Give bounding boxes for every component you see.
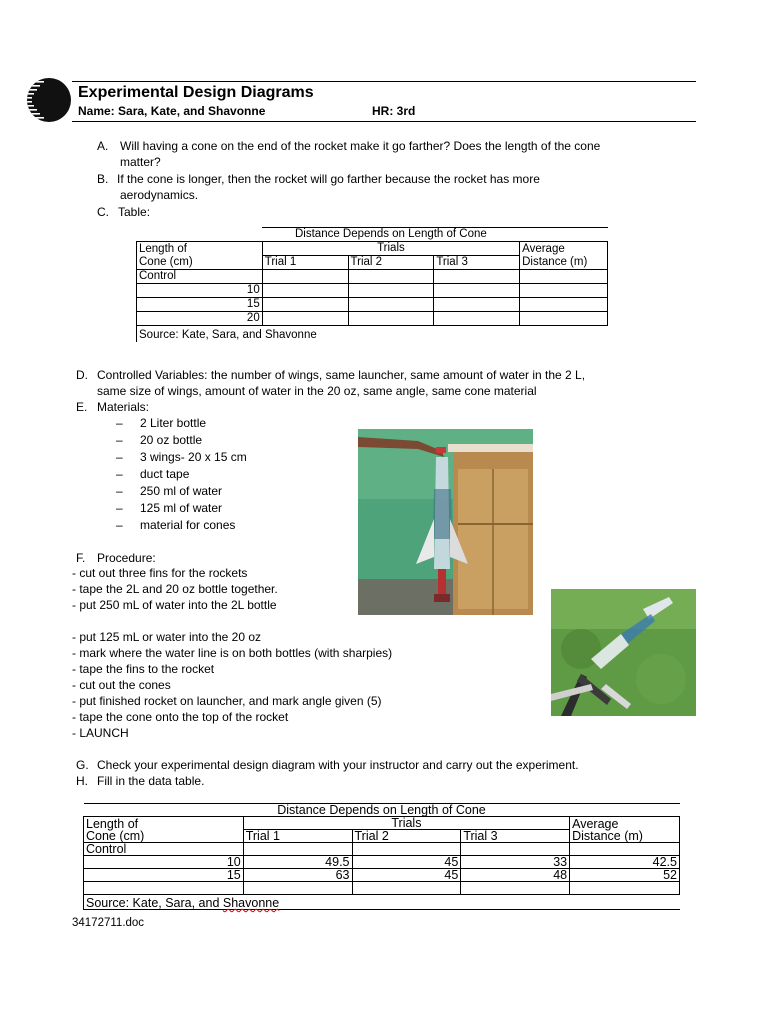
- header-trial-1: Trial 1: [243, 830, 352, 843]
- section-a-question-cont: matter?: [120, 155, 161, 169]
- procedure-step: - tape the fins to the rocket: [72, 662, 215, 676]
- procedure-step: - cut out the cones: [72, 678, 171, 692]
- header-distance-m: Distance (m): [570, 830, 680, 843]
- materials-list: – 2 Liter bottle – 20 oz bottle – 3 wings- 20 x 15 cm – duct tape – 250 ml of water – 125 ml of water – material for cones: [116, 416, 247, 532]
- table-row: [84, 843, 680, 856]
- header-trial-2: Trial 2: [352, 830, 461, 843]
- section-e-label: E.: [76, 400, 88, 414]
- header-trial-3: Trial 3: [461, 830, 570, 843]
- document-logo-icon: [26, 77, 72, 123]
- table-row: [137, 284, 608, 298]
- table-title: Distance Depends on Length of Cone: [262, 228, 519, 242]
- table-row: [137, 270, 608, 284]
- section-b-label: B.: [97, 172, 109, 186]
- header-average: Average: [570, 817, 680, 830]
- table-title: Distance Depends on Length of Cone: [84, 804, 680, 817]
- table-row: [137, 298, 608, 312]
- filled-data-table: [83, 803, 680, 910]
- header-trials: Trials: [262, 242, 519, 256]
- procedure-step: - tape the cone onto the top of the rocket: [72, 710, 289, 724]
- cell-trial-1: 63: [243, 869, 352, 882]
- homeroom-label: HR: 3rd: [372, 104, 416, 118]
- section-c-title: Table:: [118, 205, 151, 219]
- cell-trial-3: 33: [461, 856, 570, 869]
- procedure-step: - put 250 mL of water into the 2L bottle: [72, 598, 277, 612]
- row-control: Control: [84, 843, 244, 856]
- rocket-launch-photo: [551, 589, 696, 716]
- header-distance-m: Distance (m): [520, 256, 608, 270]
- section-f-title: Procedure:: [97, 551, 156, 565]
- header-trial-1: Trial 1: [262, 256, 348, 270]
- document-title: Experimental Design Diagrams: [78, 84, 314, 101]
- procedure-step: - put finished rocket on launcher, and mark angle given (5): [72, 694, 382, 708]
- cell-trial-2: 45: [352, 869, 461, 882]
- table-source: [84, 895, 680, 910]
- row-length: 10: [137, 284, 263, 298]
- cell-average: 42.5: [570, 856, 680, 869]
- header-trial-3: Trial 3: [434, 256, 520, 270]
- header-top-rule: [72, 81, 696, 82]
- table-row: [84, 869, 680, 882]
- header-trials: Trials: [243, 817, 569, 830]
- header-average: Average: [520, 242, 608, 256]
- table-row: [137, 312, 608, 326]
- section-c-label: C.: [97, 205, 109, 219]
- procedure-step: - put 125 mL or water into the 20 oz: [72, 630, 261, 644]
- row-length: 20: [137, 312, 263, 326]
- section-b-hypothesis-cont: aerodynamics.: [120, 188, 199, 202]
- row-length: 15: [84, 869, 244, 882]
- cell-trial-3: 48: [461, 869, 570, 882]
- section-a-label: A.: [97, 139, 109, 153]
- header-cone-cm: Cone (cm): [137, 256, 263, 270]
- section-g-text: Check your experimental design diagram with your instructor and carry out the experiment.: [97, 758, 579, 772]
- section-d-label: D.: [76, 368, 88, 382]
- procedure-step: - tape the 2L and 20 oz bottle together.: [72, 582, 278, 596]
- section-e-title: Materials:: [97, 400, 150, 414]
- source-prefix: Source: Kate, Sara, and: [86, 896, 223, 910]
- procedure-step: - mark where the water line is on both bottles (with sharpies): [72, 646, 393, 660]
- section-b-hypothesis: If the cone is longer, then the rocket will go farther because the rocket has more: [117, 172, 540, 186]
- rocket-launcher-photo: [358, 429, 533, 615]
- section-g-label: G.: [76, 758, 89, 772]
- row-control: Control: [137, 270, 263, 284]
- footer-filename: 34172711.doc: [72, 917, 145, 929]
- table-source: Source: Kate, Sara, and Shavonne: [137, 326, 608, 343]
- table-row: [84, 856, 680, 869]
- section-d-variables-cont: same size of wings, amount of water in the 20 oz, same angle, same cone material: [97, 384, 537, 398]
- section-h-text: Fill in the data table.: [97, 774, 205, 788]
- cell-trial-1: 49.5: [243, 856, 352, 869]
- procedure-step: - cut out three fins for the rockets: [72, 566, 248, 580]
- header-length: Length of: [137, 242, 263, 256]
- header-bottom-rule: [72, 121, 696, 122]
- header-length: Length of: [84, 817, 244, 830]
- source-name: Shavonne: [222, 896, 280, 910]
- section-a-question: Will having a cone on the end of the rocket make it go farther? Does the length of the cone: [120, 139, 601, 153]
- row-length: 10: [84, 856, 244, 869]
- student-names: Name: Sara, Kate, and Shavonne: [78, 104, 266, 118]
- header-cone-cm: Cone (cm): [84, 830, 244, 843]
- header-trial-2: Trial 2: [348, 256, 434, 270]
- procedure-step: - LAUNCH: [72, 726, 129, 740]
- cell-average: 52: [570, 869, 680, 882]
- empty-data-table: [136, 227, 608, 342]
- row-length: 15: [137, 298, 263, 312]
- cell-trial-2: 45: [352, 856, 461, 869]
- section-h-label: H.: [76, 774, 88, 788]
- table-row: [84, 882, 680, 895]
- section-d-variables: Controlled Variables: the number of wings, same launcher, same amount of water in the 2 L,: [97, 368, 586, 382]
- section-f-label: F.: [76, 551, 86, 565]
